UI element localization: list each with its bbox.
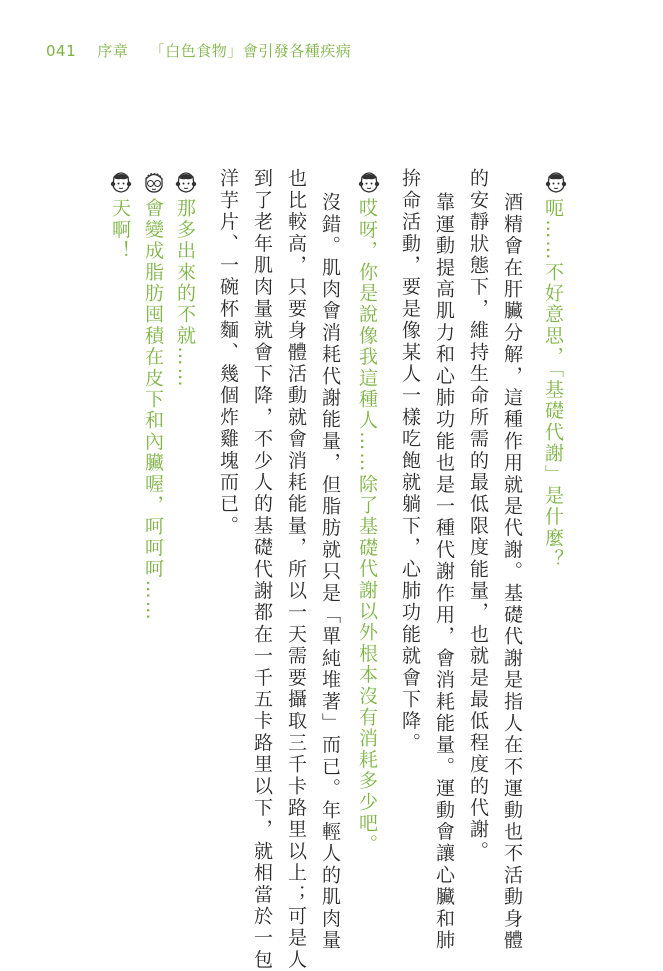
woman-face-icon: [356, 170, 382, 194]
dialogue-question-1: 呃……不好意思，「基礎代謝」是什麼？: [542, 198, 564, 571]
answer-1-line-4: 拚命活動，要是像某人一樣吃飽就躺下，心肺功能就會下降。: [399, 168, 421, 754]
answer-1-line-1: 酒精會在肝臟分解，這種作用就是代謝。基礎代謝是指人在不運動也不活動身體: [501, 192, 523, 952]
dialogue-question-4: 會變成脂肪囤積在皮下和內臟喔，呵呵呵……: [142, 198, 164, 622]
glasses-face-icon: [141, 170, 167, 194]
answer-1-line-2: 的安靜狀態下，維持生命所需的最低限度能量，也就是最低程度的代謝。: [467, 168, 489, 863]
woman-face-icon: [108, 170, 134, 194]
answer-2-line-2: 也比較高，只要身體活動就會消耗能量，所以一天需要攝取三千卡路里以上；可是人: [285, 168, 307, 971]
dialogue-exclamation: 天啊！: [109, 198, 131, 262]
chapter-label: 序章: [97, 42, 129, 60]
dialogue-question-3: 那多出來的不就……: [174, 198, 196, 389]
answer-1-line-3: 靠運動提高肌力和心肺功能也是一種代謝作用，會消耗能量。運動會讓心臟和肺: [433, 192, 455, 952]
answer-2-line-4: 洋芋片、一碗杯麵、幾個炸雞塊而已。: [217, 168, 239, 537]
dialogue-question-2: 哎呀，你是說像我這種人……除了基礎代謝以外根本沒有消耗多少吧。: [356, 198, 378, 856]
answer-2-line-3: 到了老年肌肉量就會下降，不少人的基礎代謝都在一千五卡路里以下，就相當於一包: [251, 168, 273, 971]
woman-face-icon: [543, 170, 569, 194]
woman-face-icon: [173, 170, 199, 194]
answer-2-line-1: 沒錯。肌肉會消耗代謝能量，但脂肪就只是「單純堆著」而已。年輕人的肌肉量: [319, 192, 341, 952]
chapter-title: 「白色食物」會引發各種疾病: [149, 42, 352, 60]
running-header: [46, 40, 367, 61]
page-number: 041: [46, 42, 77, 60]
